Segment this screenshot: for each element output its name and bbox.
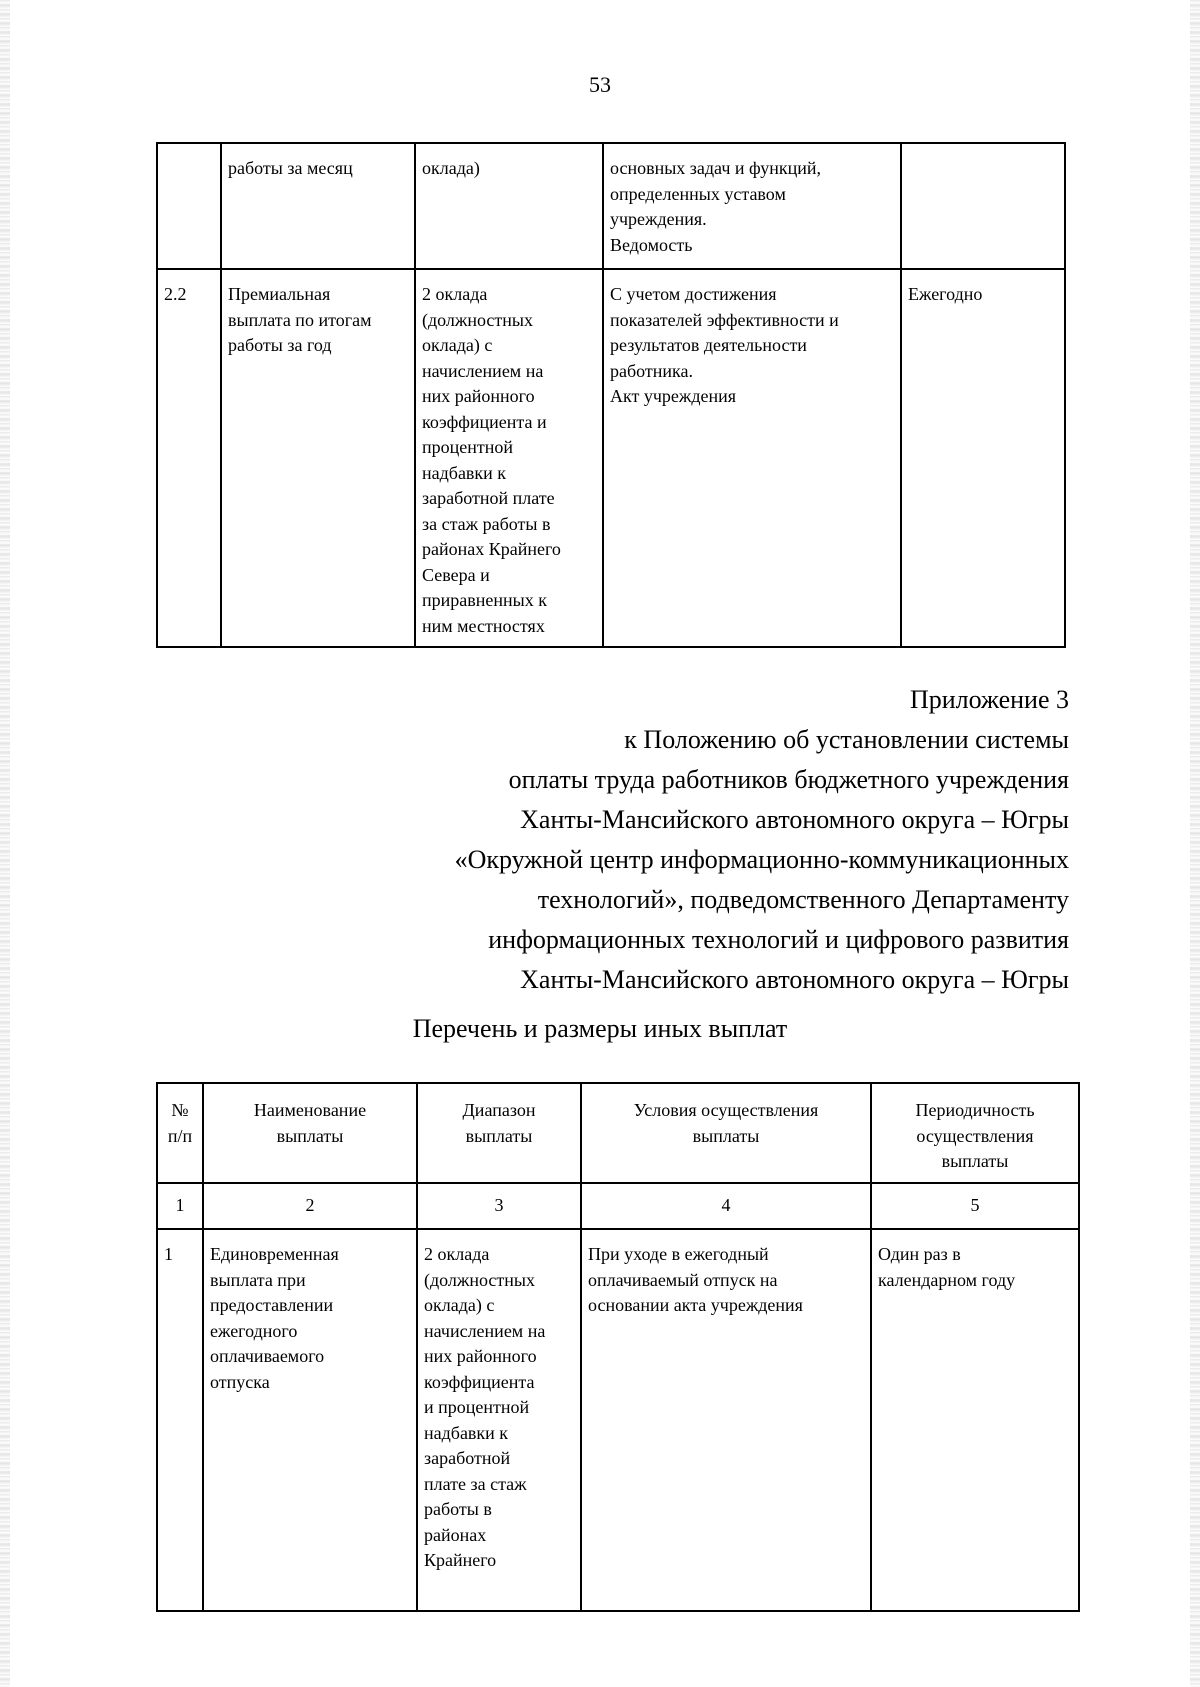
continuation-table	[156, 142, 1066, 648]
payment-conditions-cell: При уходе в ежегодный оплачиваемый отпуск на основании акта учреждения	[581, 1229, 871, 1611]
payment-range-cell: оклада)	[415, 143, 603, 269]
annex-line: Ханты-Мансийского автономного округа – Югры	[520, 805, 1069, 834]
header-cell-period: Периодичность осуществления выплаты	[871, 1083, 1079, 1183]
annex-line: информационных технологий и цифрового развития	[488, 925, 1069, 954]
header-cell-conditions: Условия осуществления выплаты	[581, 1083, 871, 1183]
payment-range-cell: 2 оклада (должностных оклада) с начислением на них районного коэффициента и процентной надбавки к заработной плате за стаж работы в районах Крайнего Севера и приравненных к ним местностях	[415, 269, 603, 647]
table-header-row	[157, 1083, 1079, 1183]
row-number-cell	[157, 143, 221, 269]
payments-table	[156, 1082, 1080, 1612]
column-number-cell: 3	[417, 1183, 581, 1229]
table-row	[157, 269, 1065, 647]
annex-line: «Окружной центр информационно-коммуникационных	[454, 845, 1069, 874]
payment-name-cell: работы за месяц	[221, 143, 415, 269]
payment-range-cell: 2 оклада (должностных оклада) с начислением на них районного коэффициента и процентной надбавки к заработной плате за стаж работы в районах Крайнего	[417, 1229, 581, 1611]
page-number: 53	[589, 72, 611, 97]
payment-period-cell: Ежегодно	[901, 269, 1065, 647]
column-number-cell: 2	[203, 1183, 417, 1229]
scan-edge-left	[0, 0, 10, 1687]
list-title: Перечень и размеры иных выплат	[412, 1014, 788, 1043]
annex-line: Ханты-Мансийского автономного округа – Югры	[520, 965, 1069, 994]
payment-name-cell: Премиальная выплата по итогам работы за год	[221, 269, 415, 647]
table-row	[157, 1229, 1079, 1611]
table-row	[157, 143, 1065, 269]
column-number-cell: 1	[157, 1183, 203, 1229]
column-number-cell: 5	[871, 1183, 1079, 1229]
payment-conditions-cell: С учетом достижения показателей эффективности и результатов деятельности работника. Акт учреждения	[603, 269, 901, 647]
payment-name-cell: Единовременная выплата при предоставлении ежегодного оплачиваемого отпуска	[203, 1229, 417, 1611]
annex-heading	[455, 680, 1069, 1000]
scan-edge-right	[1190, 0, 1200, 1687]
payment-period-cell	[901, 143, 1065, 269]
header-cell-range: Диапазон выплаты	[417, 1083, 581, 1183]
column-number-row	[157, 1183, 1079, 1229]
row-number-cell: 2.2	[157, 269, 221, 647]
annex-line: к Положению об установлении системы	[624, 725, 1069, 754]
header-cell-name: Наименование выплаты	[203, 1083, 417, 1183]
annex-line: оплаты труда работников бюджетного учреждения	[508, 765, 1069, 794]
header-cell-number: № п/п	[157, 1083, 203, 1183]
payment-period-cell: Один раз в календарном году	[871, 1229, 1079, 1611]
column-number-cell: 4	[581, 1183, 871, 1229]
annex-line: Приложение 3	[909, 685, 1069, 714]
payment-conditions-cell: основных задач и функций, определенных уставом учреждения. Ведомость	[603, 143, 901, 269]
annex-line: технологий», подведомственного Департаменту	[537, 885, 1069, 914]
row-number-cell: 1	[157, 1229, 203, 1611]
